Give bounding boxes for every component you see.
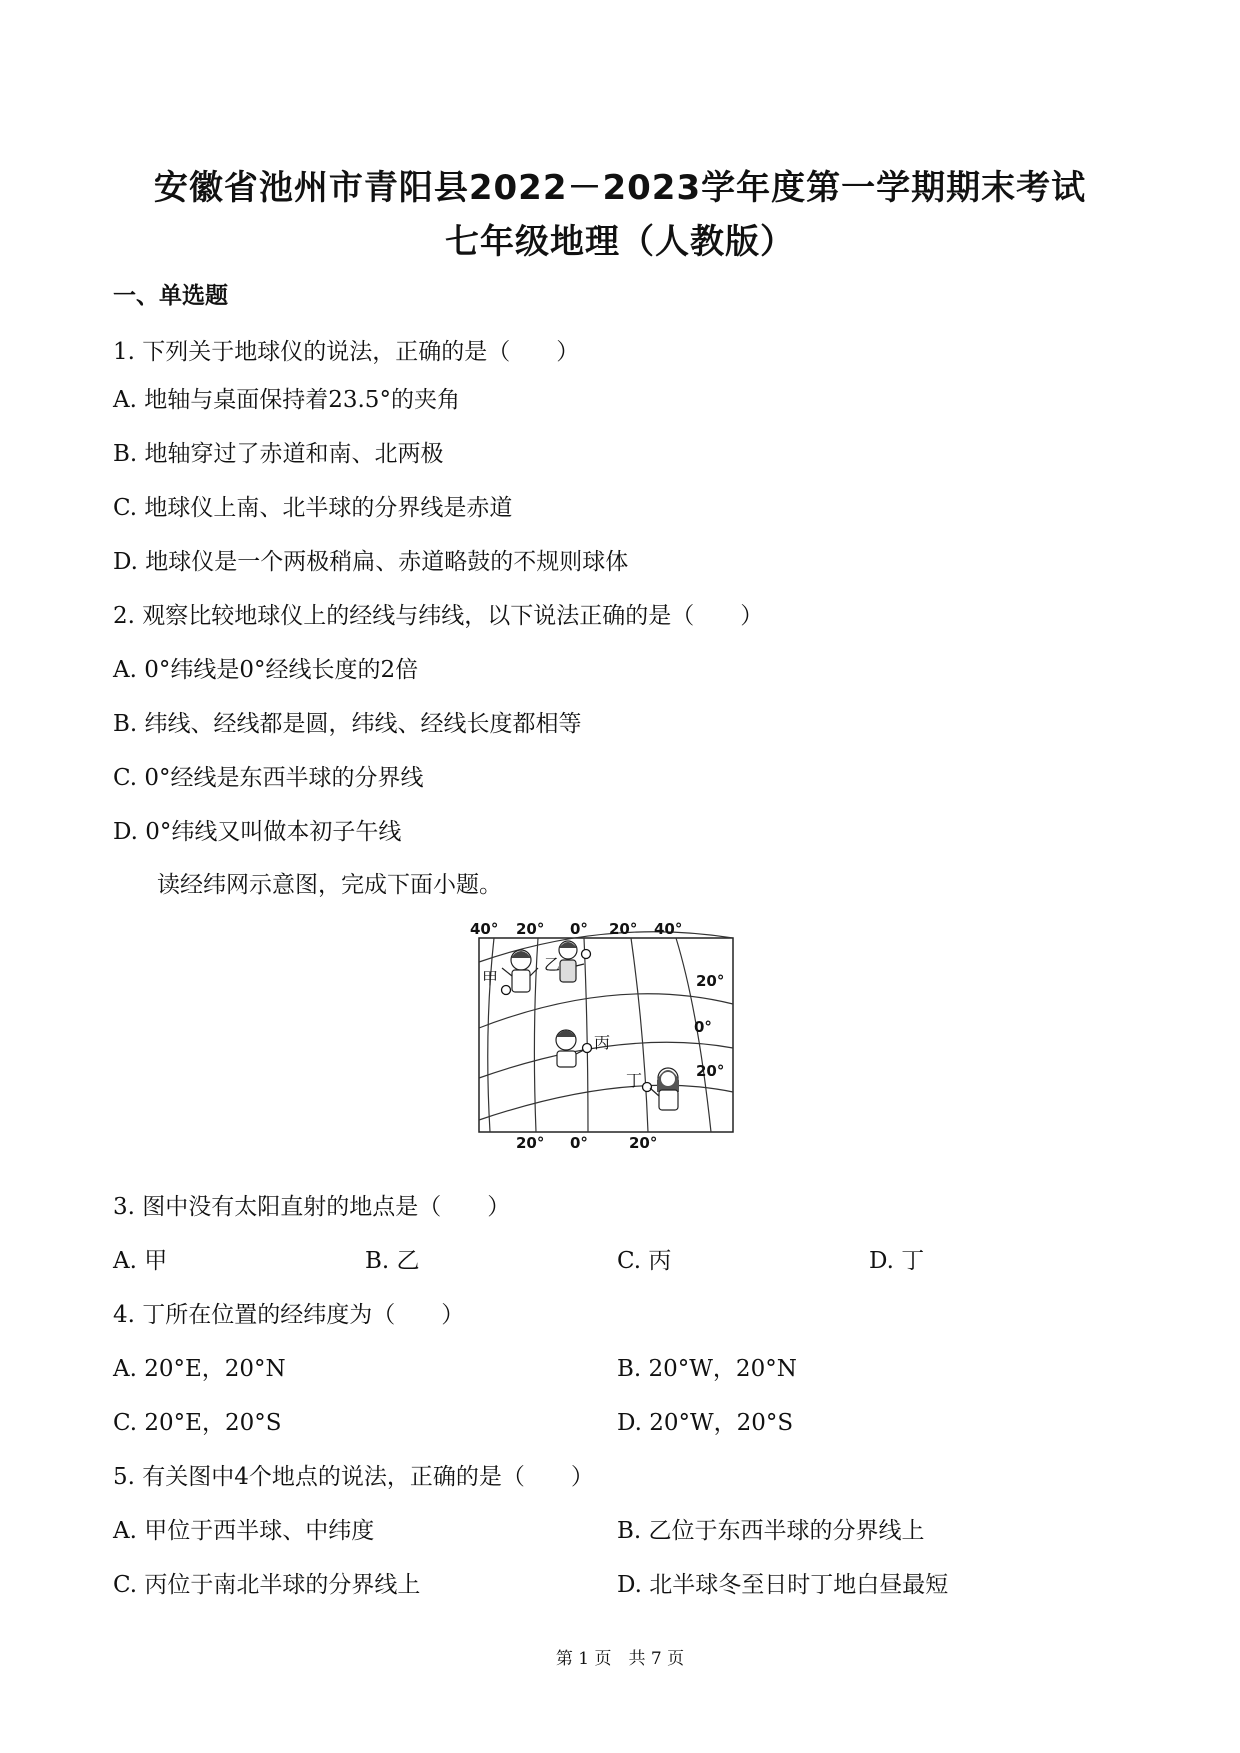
- longitude-40w: [488, 938, 494, 1132]
- top-label-0: 0°: [570, 920, 588, 938]
- q5-option-c: C. 丙位于南北半球的分界线上: [113, 1572, 421, 1598]
- right-label-0: 0°: [694, 1018, 712, 1036]
- q1-stem: 1. 下列关于地球仪的说法，正确的是（ ）: [113, 339, 580, 365]
- point-jia-marker: [502, 986, 511, 995]
- bottom-label-0: 0°: [570, 1134, 588, 1152]
- q2-option-c: C. 0°经线是东西半球的分界线: [113, 765, 424, 791]
- child-figure-bing: [556, 1030, 584, 1067]
- right-label-20s: 20°: [696, 1062, 725, 1080]
- q4-stem: 4. 丁所在位置的经纬度为（ ）: [113, 1302, 465, 1328]
- section-heading: 一、单选题: [113, 283, 228, 309]
- graticule-figure: [470, 920, 741, 1152]
- latitude-20s: [479, 1085, 733, 1120]
- q5-option-a: A. 甲位于西半球、中纬度: [113, 1518, 375, 1544]
- figure-intro: 读经纬网示意图，完成下面小题。: [157, 872, 502, 898]
- exam-title: 安徽省池州市青阳县2022－2023学年度第一学期期末考试: [153, 168, 1087, 208]
- point-ding-marker: [643, 1083, 652, 1092]
- q2-option-a: A. 0°纬线是0°经线长度的2倍: [113, 657, 419, 683]
- q3-option-d: D. 丁: [869, 1248, 925, 1274]
- bottom-label-20e: 20°: [629, 1134, 658, 1152]
- q1-option-c: C. 地球仪上南、北半球的分界线是赤道: [113, 495, 513, 521]
- right-label-20n: 20°: [696, 972, 725, 990]
- point-jia-label: 甲: [482, 969, 499, 988]
- page-footer: 第 1 页 共 7 页: [555, 1649, 685, 1669]
- q3-stem: 3. 图中没有太阳直射的地点是（ ）: [113, 1194, 511, 1220]
- q2-option-b: B. 纬线、经线都是圆，纬线、经线长度都相等: [113, 711, 582, 737]
- q5-option-b: B. 乙位于东西半球的分界线上: [617, 1518, 925, 1544]
- q5-option-d: D. 北半球冬至日时丁地白昼最短: [617, 1572, 949, 1598]
- point-yi-label: 乙: [544, 955, 561, 974]
- point-yi-marker: [582, 950, 591, 959]
- q4-option-d: D. 20°W，20°S: [617, 1410, 794, 1436]
- point-bing-marker: [583, 1044, 592, 1053]
- q2-stem: 2. 观察比较地球仪上的经线与纬线，以下说法正确的是（ ）: [113, 603, 764, 629]
- q5-stem: 5. 有关图中4个地点的说法，正确的是（ ）: [113, 1464, 594, 1490]
- top-label-40e: 40°: [654, 920, 683, 938]
- top-label-40w: 40°: [470, 920, 499, 938]
- q1-option-b: B. 地轴穿过了赤道和南、北两极: [113, 441, 444, 467]
- q4-option-c: C. 20°E，20°S: [113, 1410, 282, 1436]
- bottom-label-20w: 20°: [516, 1134, 545, 1152]
- q3-option-b: B. 乙: [365, 1248, 420, 1274]
- top-label-20e: 20°: [609, 920, 638, 938]
- q1-option-d: D. 地球仪是一个两极稍扁、赤道略鼓的不规则球体: [113, 549, 629, 575]
- q1-option-a: A. 地轴与桌面保持着23.5°的夹角: [113, 387, 460, 413]
- q4-option-b: B. 20°W，20°N: [617, 1356, 797, 1382]
- graticule-svg: [470, 920, 741, 1152]
- longitude-20e: [631, 938, 648, 1132]
- child-figure-yi: [559, 941, 584, 982]
- child-figure-ding: [650, 1068, 679, 1110]
- q4-option-a: A. 20°E，20°N: [113, 1356, 286, 1382]
- exam-subtitle: 七年级地理（人教版）: [445, 222, 795, 262]
- q2-option-d: D. 0°纬线又叫做本初子午线: [113, 819, 402, 845]
- longitude-0: [584, 938, 588, 1132]
- point-bing-label: 丙: [594, 1033, 611, 1052]
- top-label-20w: 20°: [516, 920, 545, 938]
- point-ding-label: 丁: [626, 1071, 643, 1090]
- q3-option-a: A. 甲: [113, 1248, 168, 1274]
- q3-option-c: C. 丙: [617, 1248, 672, 1274]
